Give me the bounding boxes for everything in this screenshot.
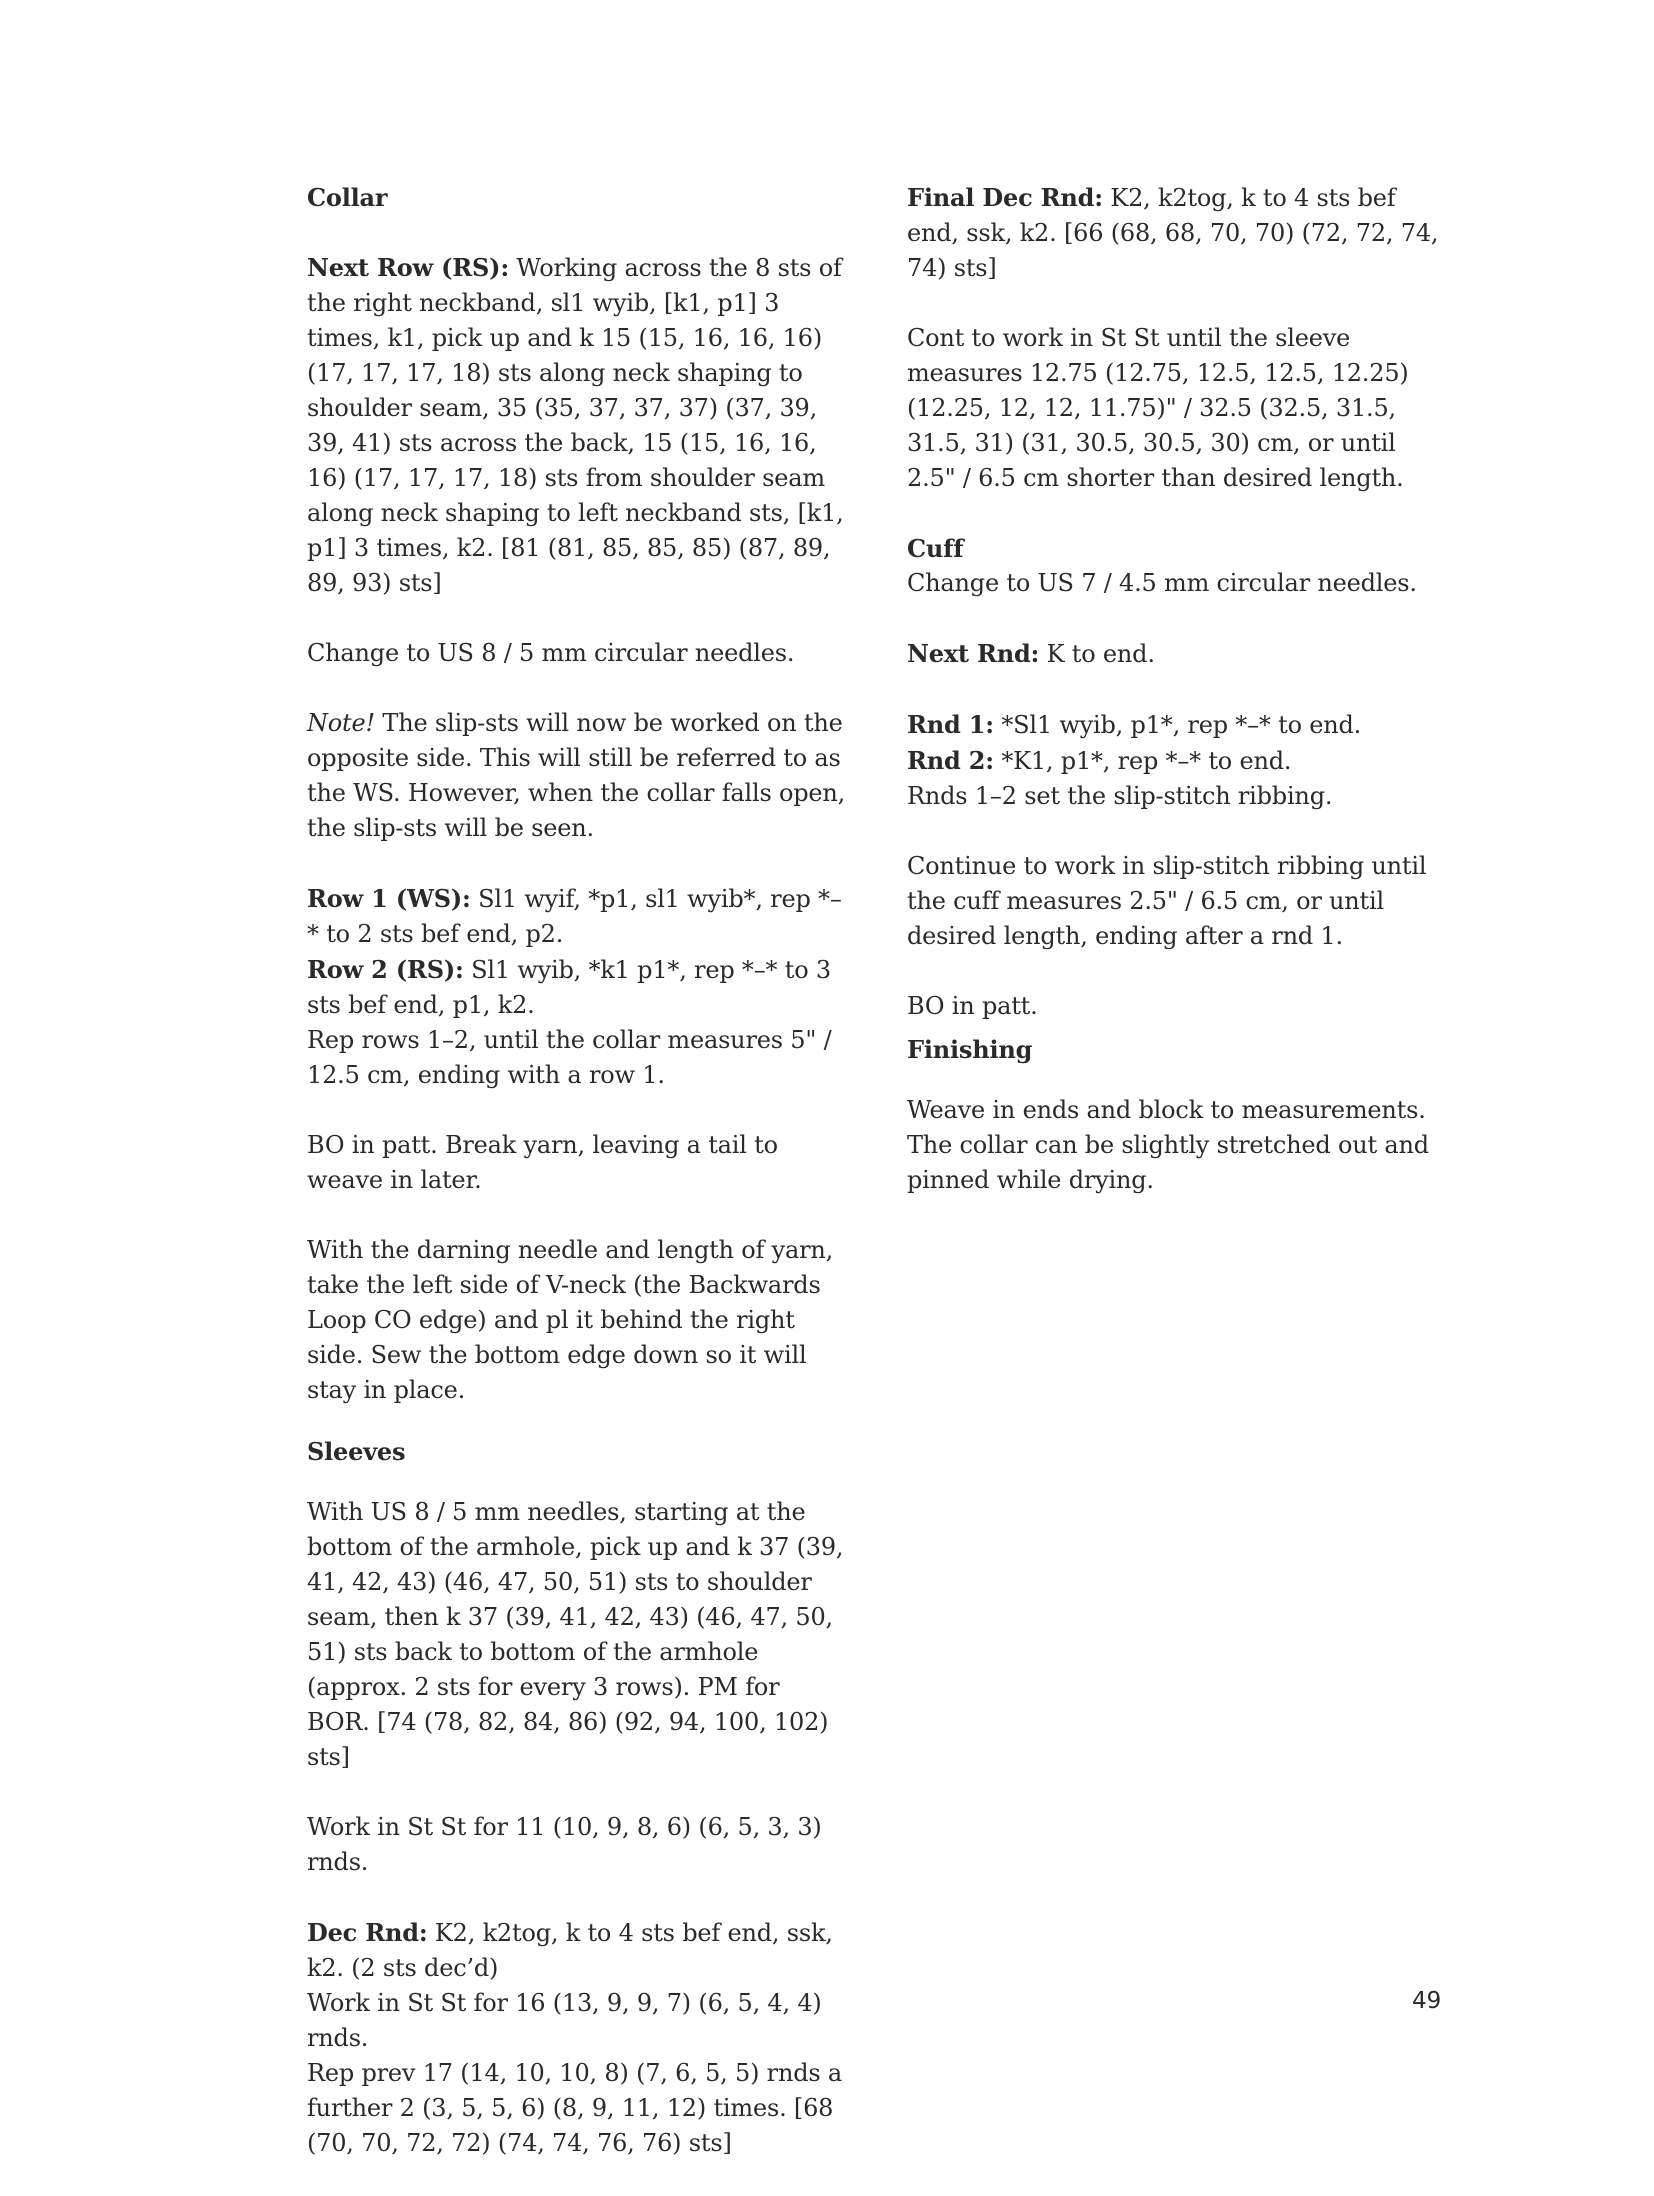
change-needles-paragraph: Change to US 8 / 5 mm circular needles. — [307, 639, 795, 667]
note-paragraph — [307, 706, 847, 846]
cont-work-paragraph: Cont to work in St St until the sleeve measures 12.75 (12.75, 12.5, 12.5, 12.25) (12.25, 12, 12, 11.75)" / 32.5 (32.5, 31.5, 31.5, 31) (31, 30.5, 30.5, 30) cm, or until 2.5" / 6.5 cm shorter than desired length. — [907, 324, 1409, 492]
next-rnd-paragraph — [907, 636, 1447, 672]
rep-rows-text: Rep rows 1–2, until the collar measures 5" / 12.5 cm, ending with a row 1. — [307, 1026, 832, 1089]
next-rnd-label: Next Rnd: — [907, 639, 1040, 668]
finishing-paragraph: Weave in ends and block to measurements. The collar can be slightly stretched out and pinned while drying. — [907, 1096, 1429, 1194]
row1-label: Row 1 (WS): — [307, 884, 471, 913]
rnd1-text: *Sl1 wyib, p1*, rep *–* to end. — [993, 711, 1362, 739]
continue-ribbing-paragraph: Continue to work in slip-stitch ribbing until the cuff measures 2.5" / 6.5 cm, or until desired length, ending after a rnd 1. — [907, 852, 1427, 950]
rnds-set-text: Rnds 1–2 set the slip-stitch ribbing. — [907, 782, 1333, 810]
work-stst2-text: Work in St St for 16 (13, 9, 9, 7) (6, 5, 4, 4) rnds. — [307, 1989, 822, 2052]
row2-text: Sl1 wyib, *k1 p1*, rep *–* to 3 sts bef end, p1, k2. — [307, 956, 831, 1019]
row1-text: Sl1 wyif, *p1, sl1 wyib*, rep *–* to 2 sts bef end, p2. — [307, 885, 842, 948]
dec-rnd-paragraph — [307, 1915, 847, 2161]
rep-prev-text: Rep prev 17 (14, 10, 10, 8) (7, 6, 5, 5) rnds a further 2 (3, 5, 5, 6) (8, 9, 11, 12) times. [68 (70, 70, 72, 72) (74, 74, 76, 76) sts] — [307, 2059, 843, 2157]
rnds-paragraph — [907, 707, 1447, 814]
final-dec-paragraph — [907, 180, 1447, 286]
note-text: The slip-sts will now be worked on the opposite side. This will still be referred to as the WS. However, when the collar falls open, the slip-sts will be seen. — [307, 709, 846, 842]
next-rnd-text: K to end. — [1039, 640, 1155, 668]
cuff-change-paragraph: Change to US 7 / 4.5 mm circular needles. — [907, 569, 1417, 597]
right-column — [907, 180, 1447, 1233]
dec-rnd-text: K2, k2tog, k to 4 sts bef end, ssk, k2. (2 sts dec’d) — [307, 1919, 833, 1982]
next-row-label: Next Row (RS): — [307, 253, 509, 282]
rnd2-label: Rnd 2: — [907, 746, 994, 775]
next-row-text: Working across the 8 sts of the right neckband, sl1 wyib, [k1, p1] 3 times, k1, pick up and k 15 (15, 16, 16, 16) (17, 17, 17, 18) sts along neck shaping to shoulder seam, 35 (35, 37, 37, 37) (37, 39, 39, 41) sts across the back, 15 (15, 16, 16, 16) (17, 17, 17, 18) sts from shoulder seam along neck shaping to left neckband sts, [k1, p1] 3 times, k2. [81 (81, 85, 85, 85) (87, 89, 89, 93) sts] — [307, 254, 844, 597]
darning-paragraph: With the darning needle and length of yarn, take the left side of V-neck (the Backwards Loop CO edge) and pl it behind the right side. Sew the bottom edge down so it will stay in place. — [307, 1236, 834, 1404]
page-number: 49 — [1412, 1988, 1442, 2014]
cuff-heading: Cuff — [907, 534, 964, 563]
sleeves-pickup-paragraph: With US 8 / 5 mm needles, starting at the bottom of the armhole, pick up and k 37 (39, 41, 42, 43) (46, 47, 50, 51) sts to shoulder seam, then k 37 (39, 41, 42, 43) (46, 47, 50, 51) sts back to bottom of the armhole (approx. 2 sts for every 3 rows). PM for BOR. [74 (78, 82, 84, 86) (92, 94, 100, 102) sts] — [307, 1498, 844, 1771]
row2-label: Row 2 (RS): — [307, 955, 464, 984]
note-label: Note! — [307, 709, 375, 737]
final-dec-text: K2, k2tog, k to 4 sts bef end, ssk, k2. [66 (68, 68, 70, 70) (72, 72, 74, 74) sts] — [907, 184, 1439, 282]
final-dec-label: Final Dec Rnd: — [907, 183, 1103, 212]
rnd1-label: Rnd 1: — [907, 710, 994, 739]
rows-paragraph — [307, 881, 847, 1093]
sleeves-heading: Sleeves — [307, 1437, 406, 1466]
dec-rnd-label: Dec Rnd: — [307, 1918, 428, 1947]
bo-patt-paragraph: BO in patt. — [907, 992, 1038, 1020]
left-column — [307, 180, 847, 2196]
collar-heading: Collar — [307, 183, 388, 212]
rnd2-text: *K1, p1*, rep *–* to end. — [993, 747, 1292, 775]
bo-break-paragraph: BO in patt. Break yarn, leaving a tail to weave in later. — [307, 1131, 778, 1194]
finishing-heading: Finishing — [907, 1035, 1033, 1064]
work-stst-paragraph: Work in St St for 11 (10, 9, 8, 6) (6, 5, 3, 3) rnds. — [307, 1813, 822, 1876]
collar-next-row-paragraph — [307, 250, 847, 601]
